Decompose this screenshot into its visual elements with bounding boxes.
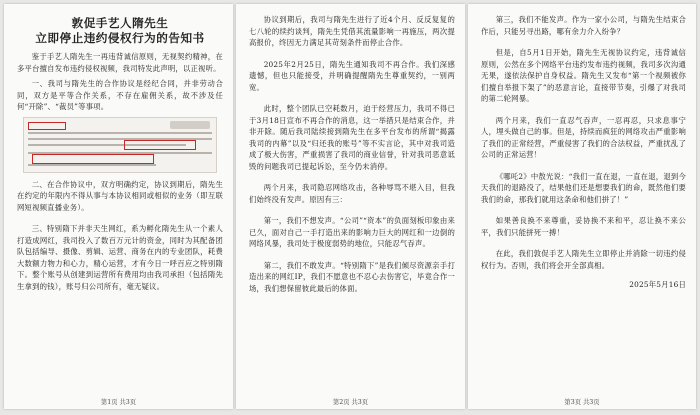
page-number: 第3页 共3页 — [564, 399, 600, 406]
paragraph: 协议到期后，我司与隋先生进行了近4个月、反反复复的七八轮的续约谈判，隋先生凭借其流量影响一再施压，两次提高报价，终因无力满足其苛刻条件而停止合作。 — [249, 15, 455, 47]
title-line-2: 立即停止违约侵权行为的告知书 — [35, 31, 205, 45]
title-line-1: 敦促手艺人隋先生 — [71, 16, 169, 30]
paragraph: 第二，我们不敢发声。“特别隋下”是我们倾尽资源亲手打造出来的网红IP，我们不愿意也不忍心去伤害它，毕竟合作一场，我们想保留彼此最后的体面。 — [249, 260, 455, 293]
paragraph: 两个月来，我们一直忍气吞声，一忍再忍，只求息事宁人，埋头做自己的事。但是，持续而疯狂的网络攻击严重影响了我们的正常经营，严重侵害了我们的合法权益，严重扰乱了公司的正常运营！ — [481, 115, 686, 159]
page-3 — [468, 4, 696, 409]
paragraph: 二、在合作协议中，双方明确约定，协议到期后，隋先生在约定的年限内不得从事与本协议相同或相似的业务（即互联网短视频直播业务）。 — [17, 179, 223, 212]
paragraph: 两个月来，我司隐忍网络攻击，各种辱骂不堪入目，但我们始终没有发声。原因有三： — [249, 183, 455, 204]
page-number: 第1页 共3页 — [100, 399, 137, 406]
highlight-box — [28, 122, 66, 130]
paragraph: 第一，我们不想发声。“公司”“资本”的负面刻板印象由来已久，面对自己一手打造出来的影响力巨大的网红和一边倒的网络风暴，我司处于极度弱势的地位，只能忍气吞声。 — [249, 216, 455, 248]
page-2 — [236, 4, 465, 409]
paragraph: 2025年2月25日，隋先生通知我司不再合作。我们深感遗憾，但也只能接受，并明确提醒隋先生尊重契约，一别两宽。 — [249, 59, 455, 92]
paragraph: 《哪吒2》中敖光说：“我们一直在退，一直在退，退到今天我们的退路没了，结果他们还是想要我们的命，既然他们要我们的命，那我们就用这条命和他们拼了！” — [481, 171, 686, 204]
paragraph: 在此，我们敦促手艺人隋先生立即停止并消除一切违约侵权行为。否则，我们将会开全部真相。 — [481, 249, 686, 270]
contract-excerpt-image — [23, 117, 217, 173]
page-1 — [4, 4, 233, 409]
document-date: 2025年5月16日 — [629, 280, 686, 289]
paragraph: 但是，自5月1日开始，隋先生无视协议约定，违背诚信原则，公然在多个网络平台违约发布违约视频，我司多次沟通无果，遂依法保护自身权益。隋先生又发布“第一个视频被你们擅自举报下架了”的恶意言论，直接带节奏，引爆了对我司的第二轮网暴。 — [481, 48, 686, 103]
paragraph: 一、我司与隋先生的合作协议是经纪合同，并非劳动合同，双方是平等合作关系，不存在雇佣关系，故不涉及任何“开除”、“裁员”等事项。 — [17, 79, 223, 111]
highlight-box — [32, 154, 154, 164]
document-title — [17, 16, 223, 46]
paragraph: 第三，我们不能发声。作为一家小公司，与隋先生结束合作后，只能另寻出路，哪有余力介入纷争？ — [481, 15, 686, 36]
highlight-box — [124, 140, 196, 150]
page-number: 第2页 共3页 — [332, 399, 369, 406]
paragraph: 三、特别隋下并非天生网红，系为孵化隋先生从一个素人打造成网红，我司投入了数百万元计的资金，同时为其配备团队包括编导、摄像、剪辑、运营、商务在内的专业团队，耗费大数额力物力和心力，精心运营，才有今日一呼百应之特别隋下。整个账号从创建到运营所有费用均由我司承担（包括隋先生拿到的钱），账号归公司所有，毫无疑议。 — [17, 224, 223, 291]
paragraph: 如果善良换不来尊重，妥协换不来和平，忍让换不来公平，我们只能拼死一搏！ — [481, 216, 686, 237]
paragraph: 鉴于手艺人隋先生一再违背诚信原则，无视契约精神，在多平台擅自发布违约侵权视频，我司特发此声明，以正视听。 — [17, 52, 223, 73]
paragraph: 此时，整个团队已空耗数月，迫于经营压力，我司不得已于3月18日宣布不再合作的消息，这一举措只是结束合作，并非开除。随后我司陆续接到隋先生在多平台发布的所谓“揭露我司的内幕”以及“归还我的账号”等不实言论，其中对我司造成了极大伤害，严重损害了我司的商业信誉，针对我司恶意诋毁的问题我司已提起诉讼，至今仍未消停。 — [249, 104, 455, 171]
